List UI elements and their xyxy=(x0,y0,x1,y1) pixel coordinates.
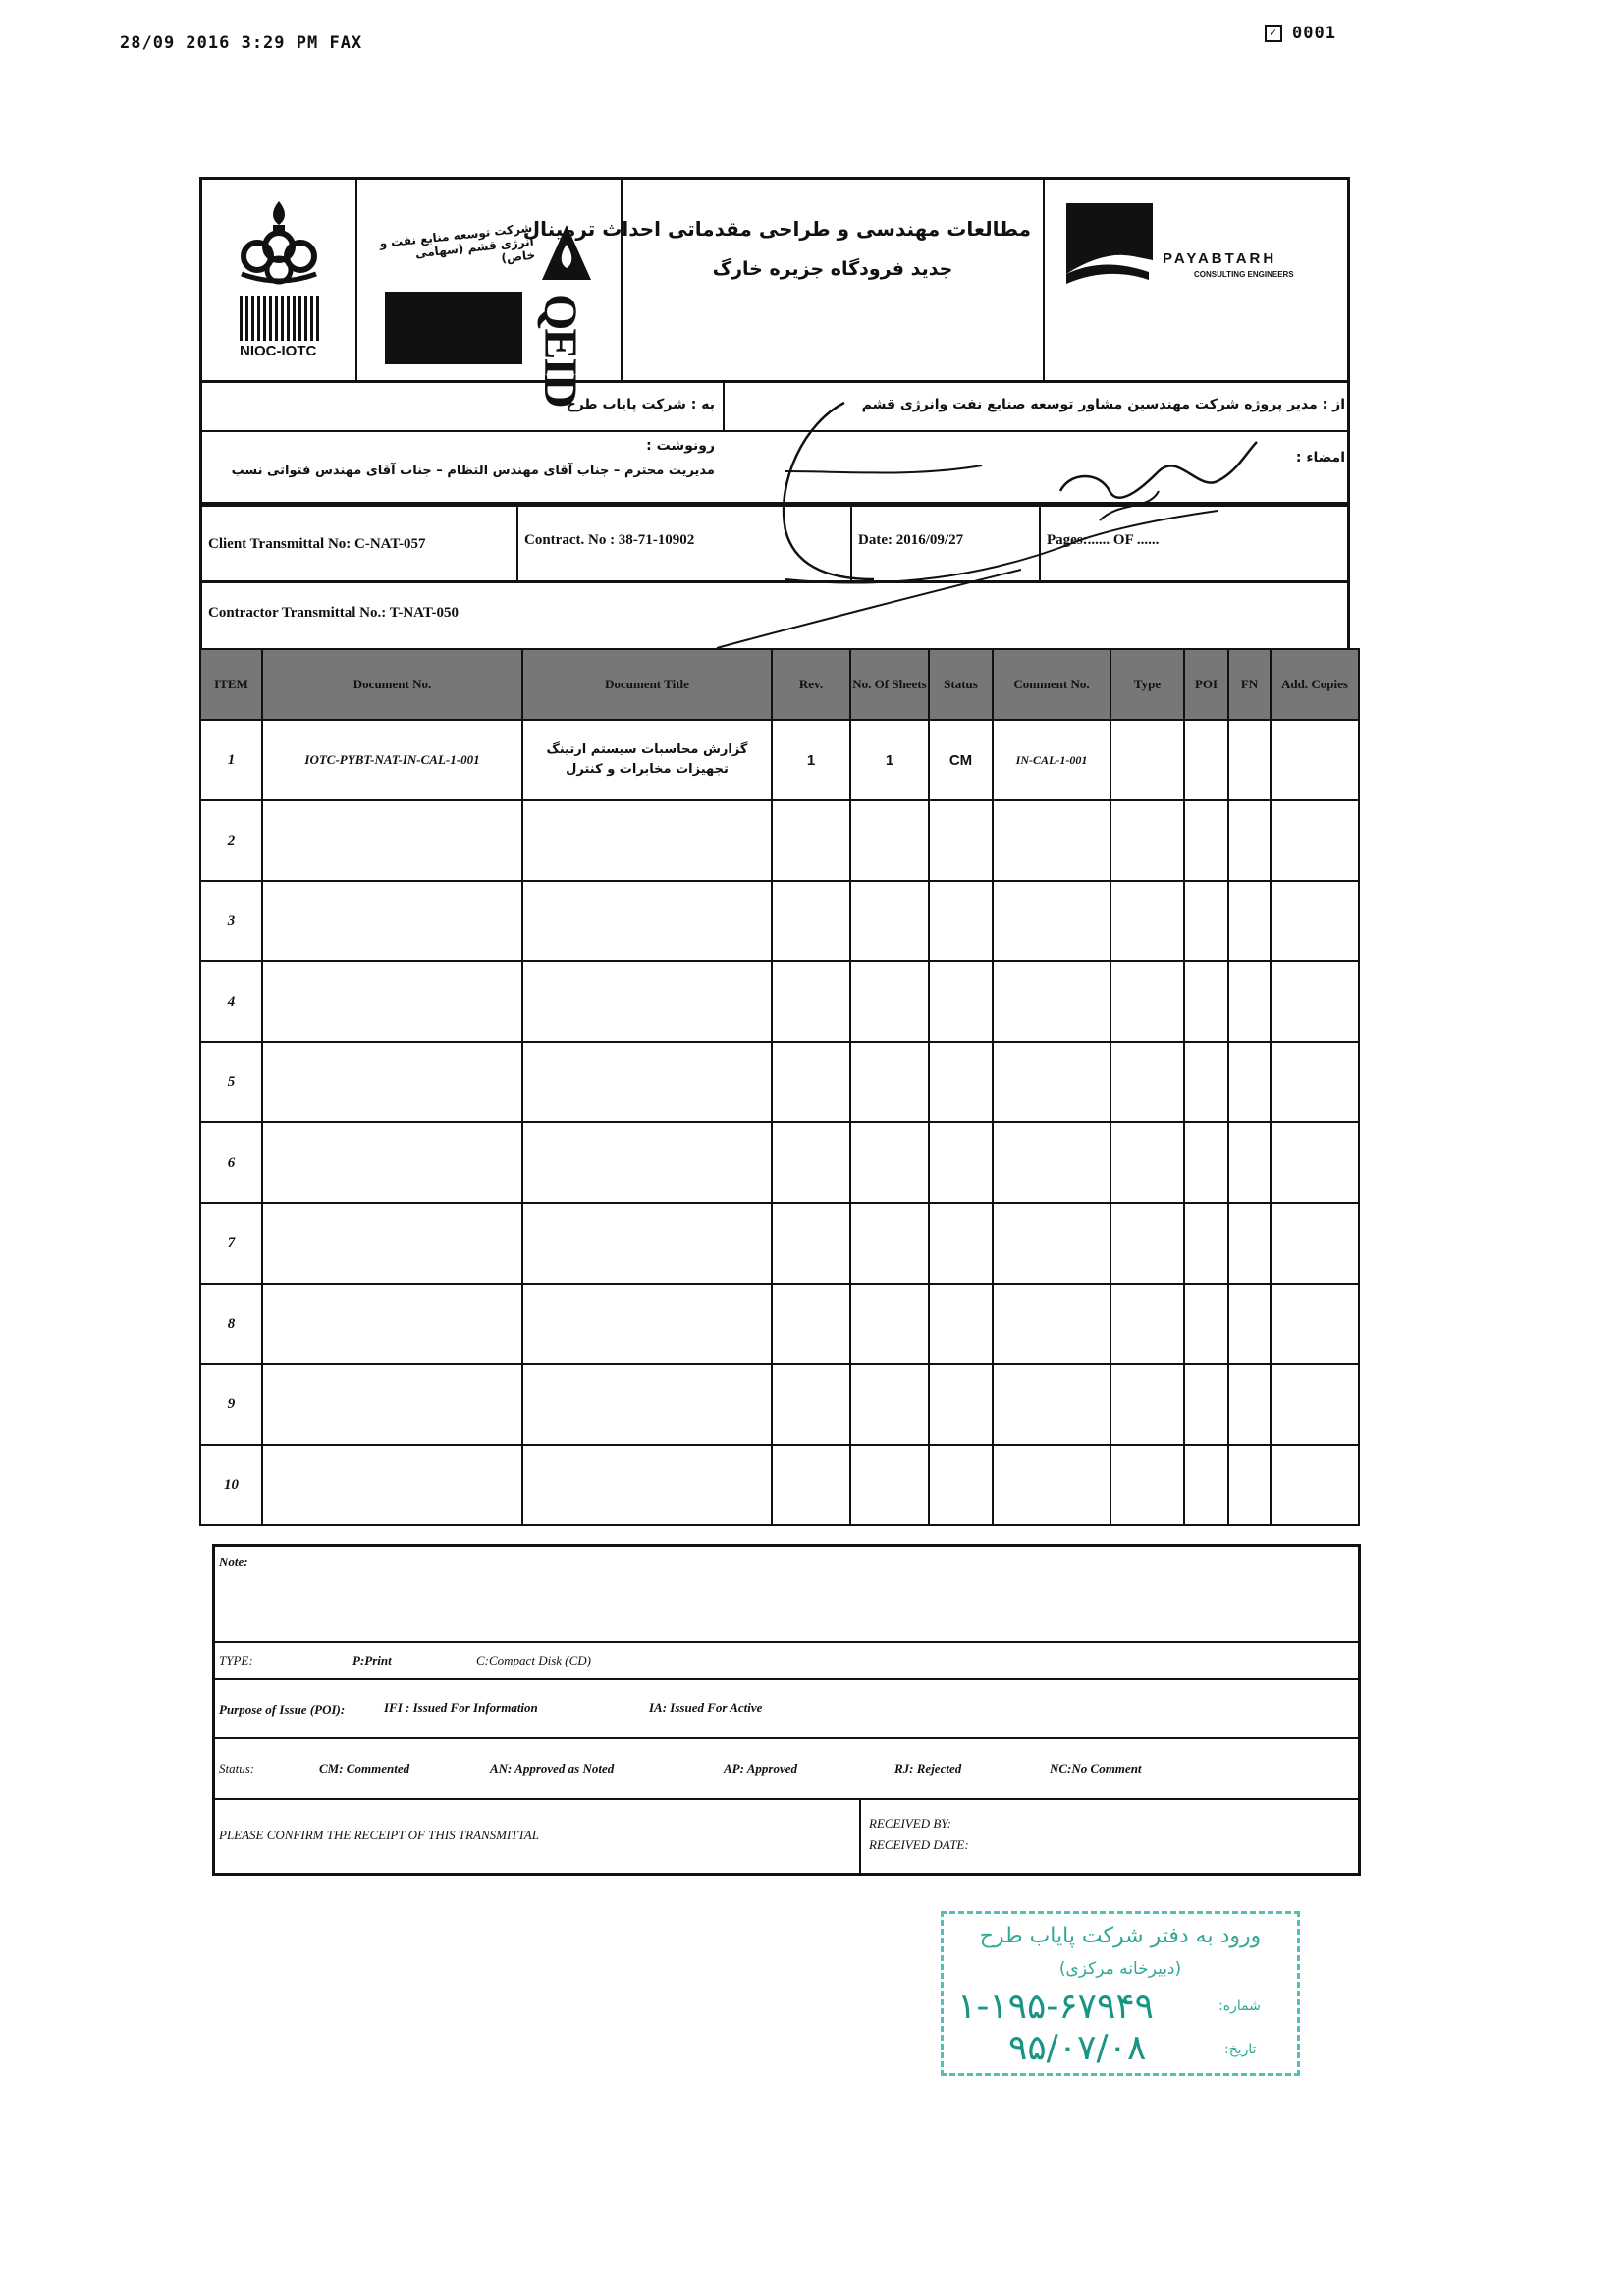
table-row xyxy=(200,881,1359,961)
cell-comment-no: IN-CAL-1-001 xyxy=(993,720,1110,800)
received-by: RECEIVED BY: xyxy=(869,1816,951,1831)
fax-checkbox-icon: ✓ xyxy=(1265,25,1282,42)
note-label: Note: xyxy=(219,1555,248,1569)
cell-item: 8 xyxy=(200,1284,262,1364)
col-header-fn: FN xyxy=(1228,649,1271,720)
qeid-company-name: شرکت توسعه منابع نفت و انرژی قشم (سهامی خاص) xyxy=(378,220,536,266)
client-transmittal-no: Client Transmittal No: C-NAT-057 xyxy=(208,536,426,552)
col-header-type: Type xyxy=(1110,649,1184,720)
cell-item: 6 xyxy=(200,1122,262,1203)
cc-label: رونوشت : xyxy=(646,438,715,454)
project-title-line2: جدید فرودگاه جزیره خارگ xyxy=(712,258,953,280)
contract-no: Contract. No : 38-71-10902 xyxy=(524,532,695,548)
stamp-line1: ورود به دفتر شرکت پایاب طرح xyxy=(979,1924,1262,1948)
fax-page-marker xyxy=(1265,24,1336,43)
contractor-transmittal-no: Contractor Transmittal No.: T-NAT-050 xyxy=(208,605,459,621)
cell-poi xyxy=(1184,720,1228,800)
fax-header-text: 28/09 2016 3:29 PM FAX xyxy=(120,33,363,53)
pages-count: Pages:...... OF ...... xyxy=(1047,532,1160,548)
col-header-add-copies: Add. Copies xyxy=(1271,649,1359,720)
receipt-stamp xyxy=(941,1911,1300,2076)
table-row xyxy=(200,1284,1359,1364)
payabtarh-logo xyxy=(1045,180,1349,380)
poi-ia: IA: Issued For Active xyxy=(649,1700,763,1715)
confirm-receipt: PLEASE CONFIRM THE RECEIPT OF THIS TRANSMITTAL xyxy=(219,1828,539,1842)
project-title-line1: مطالعات مهندسی و طراحی مقدماتی احداث ترمینال xyxy=(522,217,1031,241)
qeid-logo xyxy=(357,180,621,407)
cell-item: 7 xyxy=(200,1203,262,1284)
transmittal-date: Date: 2016/09/27 xyxy=(858,532,964,548)
status-nc: NC:No Comment xyxy=(1050,1761,1142,1776)
signature-label: امضاء : xyxy=(1295,450,1345,465)
col-header-rev: Rev. xyxy=(772,649,850,720)
table-row xyxy=(200,1203,1359,1284)
poi-ifi: IFI : Issued For Information xyxy=(384,1700,538,1715)
table-row xyxy=(200,1122,1359,1203)
stamp-number-value: ۱-۱۹۵-۶۷۹۴۹ xyxy=(957,1987,1155,2027)
payabtarh-name: PAYABTARH xyxy=(1163,250,1277,267)
status-rj: RJ: Rejected xyxy=(894,1761,962,1776)
fax-page-number: 0001 xyxy=(1292,24,1336,43)
status-cm: CM: Commented xyxy=(319,1761,410,1776)
status-an: AN: Approved as Noted xyxy=(490,1761,615,1776)
status-ap: AP: Approved xyxy=(724,1761,797,1776)
table-row xyxy=(200,1364,1359,1445)
cell-document-title: گزارش محاسبات سیستم ارتینگ تجهیزات مخابرات و کنترل xyxy=(522,720,772,800)
cell-rev: 1 xyxy=(772,720,850,800)
qeid-redaction xyxy=(385,292,522,364)
type-cd: C:Compact Disk (CD) xyxy=(476,1653,591,1667)
table-row xyxy=(200,720,1359,800)
signature-scribble xyxy=(687,383,1375,668)
qeid-abbr: QEID xyxy=(534,294,586,407)
payabtarh-subtitle: CONSULTING ENGINEERS xyxy=(1194,270,1294,279)
cc-text: مدیریت محترم – جناب آقای مهندس التظام – جناب آقای مهندس فتواتی نسب xyxy=(231,464,715,478)
cell-item: 3 xyxy=(200,881,262,961)
cell-status: CM xyxy=(929,720,993,800)
cell-item: 10 xyxy=(200,1445,262,1525)
legend-block xyxy=(212,1544,1361,1876)
nioc-logo xyxy=(202,180,355,380)
table-header-row xyxy=(200,649,1359,720)
stamp-line2: (دبیرخانه مرکزی) xyxy=(1058,1959,1182,1979)
to-line: به : شرکت پایاب طرح xyxy=(566,397,715,412)
stamp-number-label: شماره: xyxy=(1218,1998,1261,2014)
col-header-poi: POI xyxy=(1184,649,1228,720)
col-header-document-title: Document Title xyxy=(522,649,772,720)
cell-add-copies xyxy=(1271,720,1359,800)
status-label: Status: xyxy=(219,1761,255,1776)
cell-item: 9 xyxy=(200,1364,262,1445)
table-row xyxy=(200,800,1359,881)
nioc-barcode xyxy=(240,296,322,341)
cell-sheets: 1 xyxy=(850,720,929,800)
payabtarh-mark-icon xyxy=(1064,201,1155,286)
cell-type xyxy=(1110,720,1184,800)
col-header-status: Status xyxy=(929,649,993,720)
type-label: TYPE: xyxy=(219,1653,253,1667)
cell-fn xyxy=(1228,720,1271,800)
cell-item: 2 xyxy=(200,800,262,881)
nioc-logo-text: NIOC-IOTC xyxy=(240,343,317,359)
poi-label: Purpose of Issue (POI): xyxy=(219,1702,346,1717)
col-header-sheets: No. Of Sheets xyxy=(850,649,929,720)
type-print: P:Print xyxy=(352,1653,392,1667)
table-row xyxy=(200,1042,1359,1122)
col-header-comment-no: Comment No. xyxy=(993,649,1110,720)
received-date: RECEIVED DATE: xyxy=(869,1837,969,1852)
cell-item: 5 xyxy=(200,1042,262,1122)
stamp-date-value: ۹۵/۰۷/۰۸ xyxy=(1008,2028,1147,2068)
stamp-date-label: تاریخ: xyxy=(1224,2042,1257,2057)
table-row xyxy=(200,1445,1359,1525)
cell-document-no: IOTC-PYBT-NAT-IN-CAL-1-001 xyxy=(262,720,522,800)
cell-item: 4 xyxy=(200,961,262,1042)
document-table xyxy=(199,648,1360,1526)
col-header-item: ITEM xyxy=(200,649,262,720)
nioc-flame-icon xyxy=(202,190,355,307)
col-header-document-no: Document No. xyxy=(262,649,522,720)
table-row xyxy=(200,961,1359,1042)
cell-item: 1 xyxy=(200,720,262,800)
from-line: از : مدیر پروژه شرکت مهندسین مشاور توسعه صنایع نفت وانرژی قشم xyxy=(861,397,1345,412)
